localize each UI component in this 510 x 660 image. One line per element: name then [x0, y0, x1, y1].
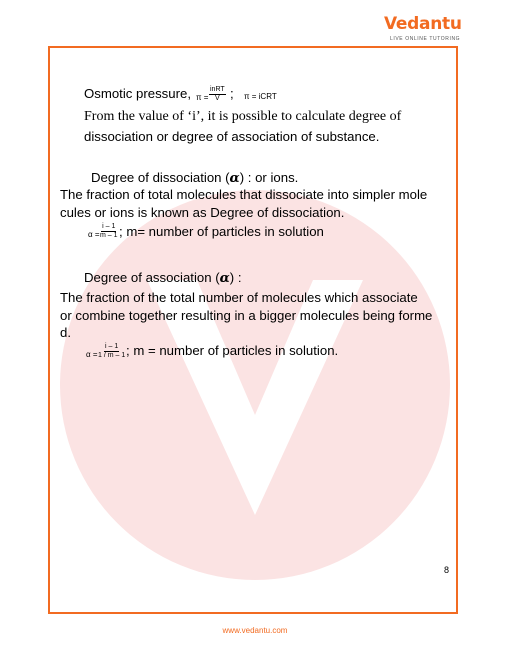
- association-formula-note: ; m = number of particles in solution.: [126, 343, 339, 358]
- osmotic-separator: ;: [230, 86, 234, 101]
- osmotic-formula2: π = iCRT: [244, 92, 277, 101]
- osmotic-formula1-lhs: π =: [196, 93, 209, 102]
- logo-tagline: LIVE ONLINE TUTORING: [390, 36, 461, 42]
- dissociation-def-line-2: cules or ions is known as Degree of dissociation.: [60, 205, 345, 220]
- dissociation-heading-post: ) : or ions.: [239, 170, 299, 185]
- footer-url[interactable]: www.vedantu.com: [222, 626, 288, 635]
- association-heading-pre: Degree of association (: [84, 270, 220, 285]
- dissociation-heading-pre: Degree of dissociation (: [91, 170, 230, 185]
- page-number: 8: [444, 565, 450, 575]
- intro-line-2: dissociation or degree of association of substance.: [84, 129, 380, 144]
- association-def-line-1: The fraction of the total number of molecules which associate: [60, 290, 418, 305]
- association-def-line-3: d.: [60, 325, 71, 340]
- association-heading-post: ) :: [229, 270, 242, 285]
- osmotic-fraction-numerator: inRT: [210, 86, 225, 93]
- alpha-symbol: α: [219, 271, 230, 286]
- association-fraction: [98, 343, 125, 360]
- dissociation-heading: [91, 170, 298, 186]
- dissociation-formula-lhs: α =: [88, 230, 100, 239]
- association-heading: [84, 270, 242, 286]
- vedantu-logo: [384, 14, 468, 46]
- association-fraction-numerator: i – 1: [105, 343, 119, 350]
- osmotic-label: Osmotic pressure,: [84, 86, 191, 101]
- association-fraction-denominator: 1 / m – 1: [98, 352, 126, 359]
- intro-line-1: From the value of ‘i’, it is possible to calculate degree of: [84, 109, 402, 124]
- alpha-symbol: α: [229, 171, 240, 186]
- dissociation-formula-note: ; m= number of particles in solution: [119, 224, 324, 239]
- osmotic-fraction: [209, 86, 226, 103]
- dissociation-fraction-numerator: i – 1: [102, 223, 116, 230]
- association-def-line-2: or combine together resulting in a bigger molecules being forme: [60, 308, 433, 323]
- dissociation-fraction: [100, 223, 118, 240]
- dissociation-fraction-denominator: m – 1: [100, 232, 118, 239]
- osmotic-fraction-denominator: V: [214, 95, 220, 102]
- logo-wordmark: Vedantu: [384, 14, 462, 34]
- dissociation-def-line-1: The fraction of total molecules that dissociate into simpler mole: [60, 187, 428, 202]
- association-formula-lhs: α =: [86, 350, 98, 359]
